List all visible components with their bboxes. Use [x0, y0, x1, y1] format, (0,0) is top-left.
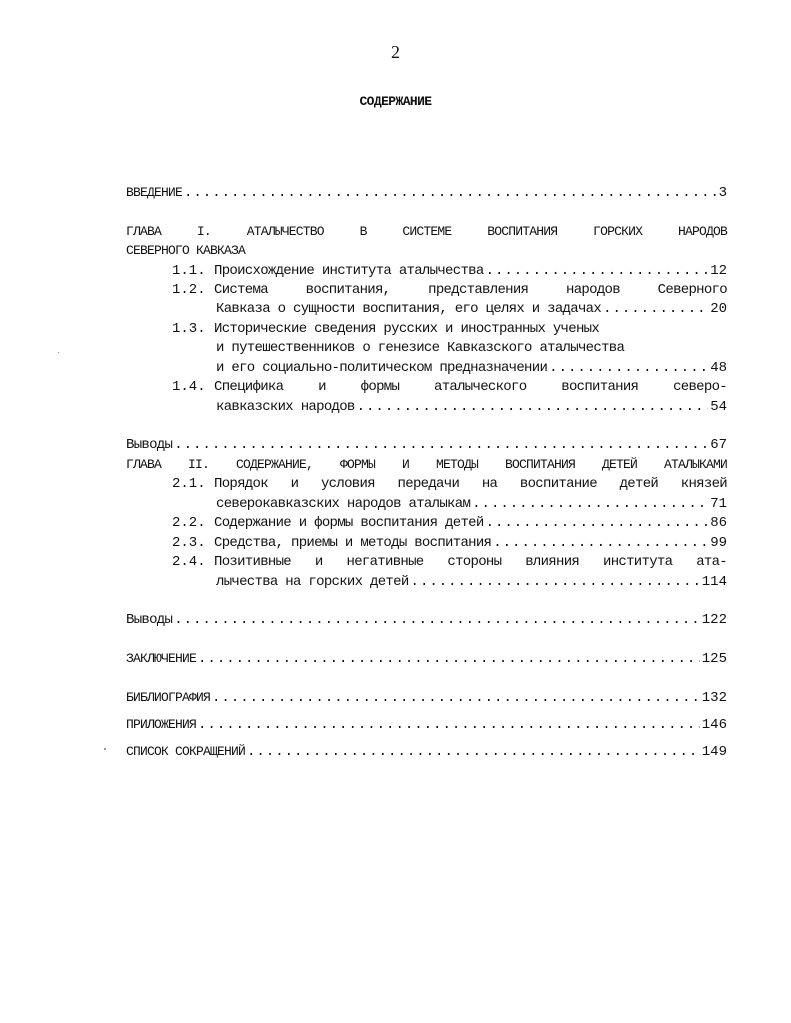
toc-entry-2-3[interactable] [172, 533, 727, 553]
toc-entry-label: БИБЛИОГРАФИЯ [126, 690, 211, 705]
toc-entry-1-3-cont2 [216, 358, 727, 378]
dot-leader [472, 494, 708, 514]
toc-entry-label: ВВЕДЕНИЕ [126, 185, 183, 200]
scan-speck [58, 352, 59, 353]
dot-leader [411, 572, 700, 592]
toc-entry-label: Средства, приемы и методы воспитания [214, 535, 492, 551]
toc-entry-1-4-cont [216, 397, 727, 417]
toc-entry-conclusion[interactable] [126, 649, 727, 669]
scan-speck [104, 748, 106, 750]
toc-entry-2-1-cont [216, 494, 727, 514]
toc-entry-conclusions-2[interactable] [126, 610, 727, 630]
toc-entry-page: 114 [701, 574, 727, 590]
toc-entry-page: 122 [701, 612, 727, 628]
toc-entry-intro[interactable] [126, 183, 727, 203]
chapter-1-heading-cont: СЕВЕРНОГО КАВКАЗА [126, 243, 246, 258]
toc-entry-page: 146 [701, 717, 727, 733]
toc-entry-2-1[interactable] [172, 474, 727, 494]
toc-entry-label: северокавказских народов аталыкам [216, 496, 471, 512]
toc-entry-label: ЗАКЛЮЧЕНИЕ [126, 651, 197, 666]
dot-leader [357, 397, 709, 417]
toc-entry-label: Специфика и формы аталыческого воспитания северо- [214, 379, 727, 395]
page-title: СОДЕРЖАНИЕ [359, 94, 432, 109]
toc-entry-appendices[interactable] [126, 715, 727, 735]
dot-leader [198, 649, 700, 669]
dot-leader [174, 610, 700, 630]
dot-leader [184, 183, 717, 203]
dot-leader [247, 742, 700, 762]
toc-entry-page: 3 [718, 185, 727, 201]
toc-entry-1-3[interactable] [172, 319, 727, 339]
toc-entry-page: 20 [710, 301, 727, 317]
dot-leader [174, 435, 708, 455]
dot-leader [603, 299, 708, 319]
toc-entry-label: Кавказа о сущности воспитания, его целях и задачах [216, 301, 602, 317]
toc-entry-page: 99 [710, 535, 727, 551]
toc-entry-label: Выводы [126, 612, 173, 628]
section-number: 1.4. [172, 379, 206, 395]
toc-entry-page: 125 [701, 651, 727, 667]
dot-leader [493, 533, 708, 553]
dot-leader [198, 715, 700, 735]
chapter-2-heading: ГЛАВА II. СОДЕРЖАНИЕ, ФОРМЫ И МЕТОДЫ ВОСПИТАНИЯ ДЕТЕЙ АТАЛЫКАМИ [126, 457, 727, 472]
dot-leader [486, 513, 709, 533]
toc-entry-1-2-cont [216, 299, 727, 319]
toc-entry-label: Позитивные и негативные стороны влияния института ата- [214, 554, 727, 570]
toc-entry-label: Происхождение института аталычества [214, 263, 484, 279]
dot-leader [549, 358, 708, 378]
section-number: 2.1. [172, 476, 206, 492]
toc-entry-label: кавказских народов [216, 399, 355, 415]
page-number: 2 [391, 42, 400, 62]
toc-entry-page: 48 [710, 360, 727, 376]
section-number: 1.1. [172, 263, 206, 279]
toc-entry-2-4[interactable] [172, 552, 727, 572]
toc-entry-page: 67 [710, 437, 727, 453]
toc-entry-conclusions-1[interactable] [126, 435, 727, 455]
toc-entry-1-3-cont: и путешественников о генезисе Кавказского аталычества [216, 340, 625, 356]
toc-entry-page: 149 [701, 744, 727, 760]
toc-entry-abbreviations[interactable] [126, 742, 727, 762]
toc-entry-page: 86 [710, 515, 727, 531]
toc-entry-label: Система воспитания, представления народов Северного [214, 282, 727, 298]
toc-entry-1-1[interactable] [172, 261, 727, 281]
toc-entry-page: 71 [710, 496, 727, 512]
toc-entry-page: 12 [710, 263, 727, 279]
chapter-1-heading: ГЛАВА I. АТАЛЫЧЕСТВО В СИСТЕМЕ ВОСПИТАНИЯ ГОРСКИХ НАРОДОВ [126, 224, 727, 239]
toc-entry-label: Исторические сведения русских и иностранных ученых [214, 321, 600, 337]
section-number: 2.3. [172, 535, 206, 551]
toc-entry-1-4[interactable] [172, 377, 727, 397]
toc-entry-label: Выводы [126, 437, 173, 453]
toc-entry-label: и его социально-политическом предназначении [216, 360, 548, 376]
toc-entry-page: 54 [710, 399, 727, 415]
toc-entry-label: СПИСОК СОКРАЩЕНИЙ [126, 744, 246, 759]
section-number: 2.4. [172, 554, 206, 570]
toc-entry-page: 132 [701, 690, 727, 706]
toc-entry-bibliography[interactable] [126, 688, 727, 708]
toc-entry-label: ПРИЛОЖЕНИЯ [126, 717, 197, 732]
dot-leader [212, 688, 700, 708]
toc-entry-2-4-cont [216, 572, 727, 592]
toc-entry-label: Порядок и условия передачи на воспитание детей князей [214, 476, 727, 492]
dot-leader [486, 261, 709, 281]
toc-entry-1-2[interactable] [172, 280, 727, 300]
section-number: 2.2. [172, 515, 206, 531]
toc-entry-label: Содержание и формы воспитания детей [214, 515, 484, 531]
toc-entry-label: лычества на горских детей [216, 574, 409, 590]
section-number: 1.2. [172, 282, 206, 298]
toc-entry-2-2[interactable] [172, 513, 727, 533]
section-number: 1.3. [172, 321, 206, 337]
